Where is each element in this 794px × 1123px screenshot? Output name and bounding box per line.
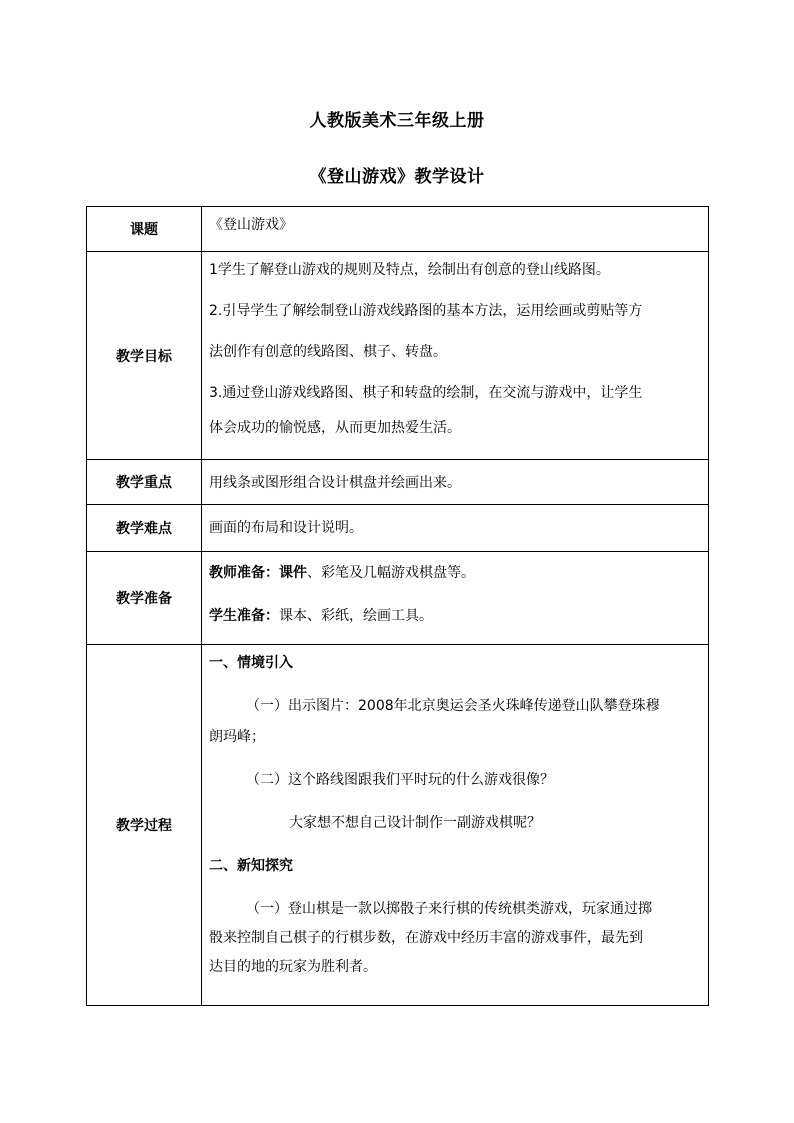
objective-line: 体会成功的愉悦感，从而更加热爱生活。	[209, 420, 461, 436]
student-preparation-label: 学生准备：	[209, 608, 279, 624]
process-line: 朗玛峰；	[209, 729, 265, 745]
section-heading: 二、新知探究	[209, 858, 293, 874]
process-line: （一）登山棋是一款以掷骰子来行棋的传统棋类游戏，玩家通过掷	[246, 901, 652, 917]
label-difficulties: 教学难点	[87, 505, 202, 552]
value-key-points	[202, 460, 709, 505]
row-key-points	[87, 460, 709, 505]
objective-line: 法创作有创意的线路图、棋子、转盘。	[209, 344, 447, 360]
label-topic: 课题	[87, 207, 202, 252]
row-objectives	[87, 252, 709, 460]
process-line: （二）这个路线图跟我们平时玩的什么游戏很像？	[246, 772, 554, 788]
label-key-points: 教学重点	[87, 460, 202, 505]
objective-line: 3.通过登山游戏线路图、棋子和转盘的绘制，在交流与游戏中，让学生	[209, 385, 643, 401]
value-difficulties	[202, 505, 709, 552]
row-topic	[87, 207, 709, 252]
teacher-preparation	[209, 562, 702, 582]
student-preparation-text: 课本、彩纸，绘画工具。	[279, 608, 433, 624]
topic-text: 《登山游戏》	[209, 217, 293, 233]
document-subtitle: 《登山游戏》教学设计	[309, 167, 485, 187]
teacher-preparation-text: 、彩笔及几幅游戏棋盘等。	[307, 565, 475, 581]
section-heading: 一、情境引入	[209, 655, 293, 671]
value-objectives	[202, 252, 709, 460]
key-points-text: 用线条或图形组合设计棋盘并绘画出来。	[209, 475, 461, 491]
row-process	[87, 645, 709, 1006]
lesson-plan-table	[86, 206, 709, 1006]
process-line: 大家想不想自己设计制作一副游戏棋呢？	[289, 815, 541, 831]
value-process	[202, 645, 709, 1006]
label-preparation: 教学准备	[87, 552, 202, 645]
objective-line: 2.引导学生了解绘制登山游戏线路图的基本方法，运用绘画或剪贴等方	[209, 303, 643, 319]
difficulties-text: 画面的布局和设计说明。	[209, 520, 363, 536]
row-difficulties	[87, 505, 709, 552]
objective-line: 1学生了解登山游戏的规则及特点，绘制出有创意的登山线路图。	[209, 262, 610, 278]
process-line: 骰来控制自己棋子的行棋步数，在游戏中经历丰富的游戏事件，最先到	[209, 930, 643, 946]
label-objectives: 教学目标	[87, 252, 202, 460]
value-preparation	[202, 552, 709, 645]
student-preparation	[209, 605, 702, 625]
process-line: 达目的地的玩家为胜利者。	[209, 959, 377, 975]
document-title: 人教版美术三年级上册	[309, 111, 485, 131]
row-preparation	[87, 552, 709, 645]
label-process: 教学过程	[87, 645, 202, 1006]
value-topic	[202, 207, 709, 252]
process-line: （一）出示图片：2008年北京奥运会圣火珠峰传递登山队攀登珠穆	[246, 698, 660, 714]
teacher-preparation-label: 教师准备：课件	[209, 565, 307, 581]
